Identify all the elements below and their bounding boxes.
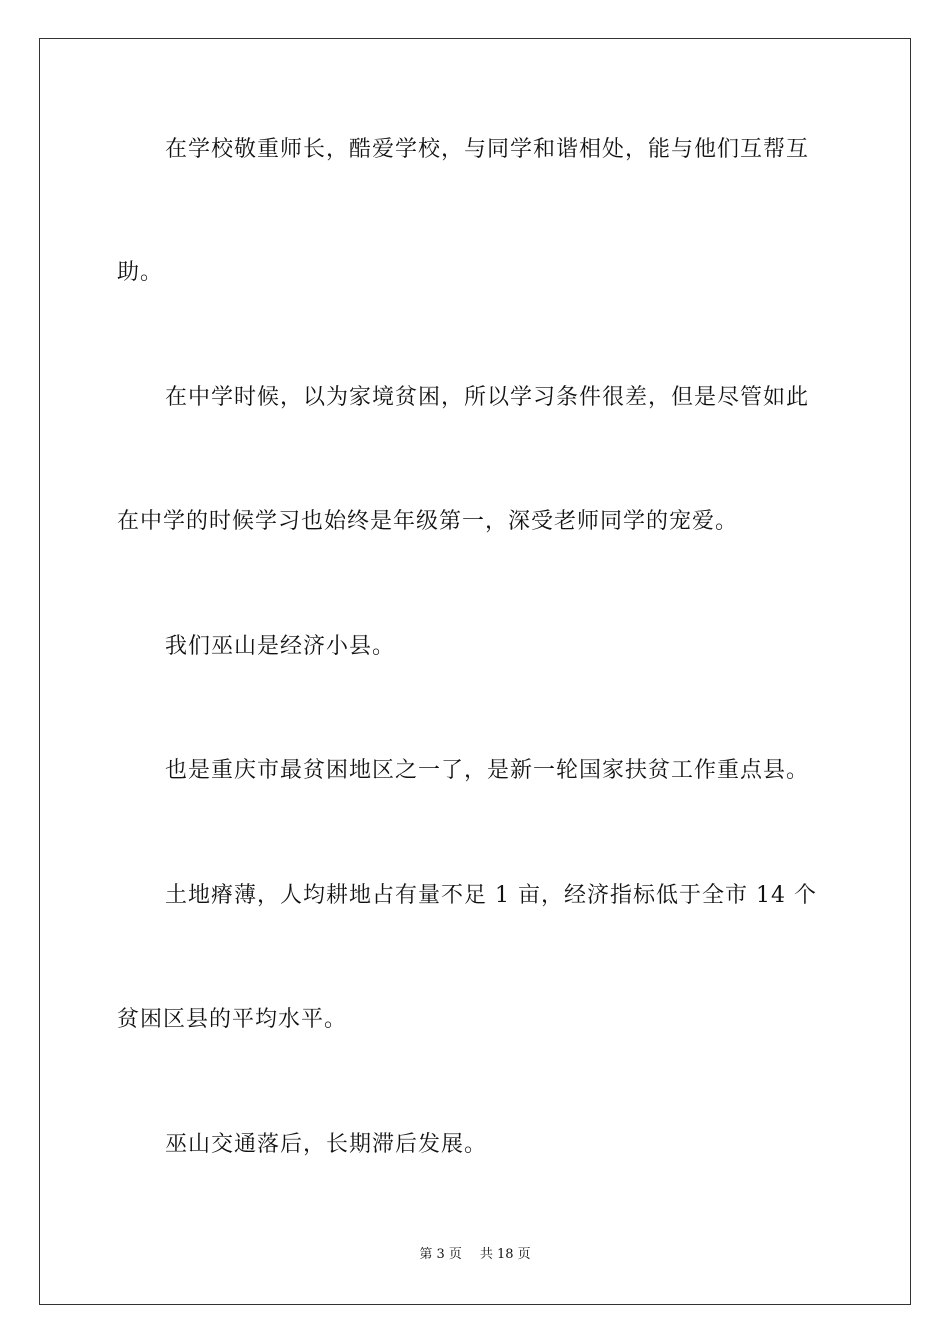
paragraph-1-line-2: 助。 <box>117 260 164 285</box>
paragraph-1-line-1: 在学校敬重师长，酷爱学校，与同学和谐相处，能与他们互帮互 <box>165 137 810 162</box>
page-number: 第 3 页 <box>419 1247 462 1262</box>
paragraph-2-line-1: 在中学时候，以为家境贫困，所以学习条件很差，但是尽管如此 <box>165 385 810 410</box>
paragraph-4-line-1: 也是重庆市最贫困地区之一了，是新一轮国家扶贫工作重点县。 <box>165 758 810 783</box>
paragraph-5-line-1: 土地瘠薄，人均耕地占有量不足 1 亩，经济指标低于全市 14 个 <box>165 883 817 908</box>
paragraph-2-line-2: 在中学的时候学习也始终是年级第一，深受老师同学的宠爱。 <box>117 509 739 534</box>
paragraph-3-line-1: 我们巫山是经济小县。 <box>165 634 396 659</box>
page-border <box>39 38 911 1305</box>
paragraph-6-line-1: 巫山交通落后，长期滞后发展。 <box>165 1132 488 1157</box>
paragraph-5-line-2: 贫困区县的平均水平。 <box>117 1007 348 1032</box>
page-footer <box>0 1246 950 1264</box>
page-total: 共 18 页 <box>479 1247 531 1262</box>
